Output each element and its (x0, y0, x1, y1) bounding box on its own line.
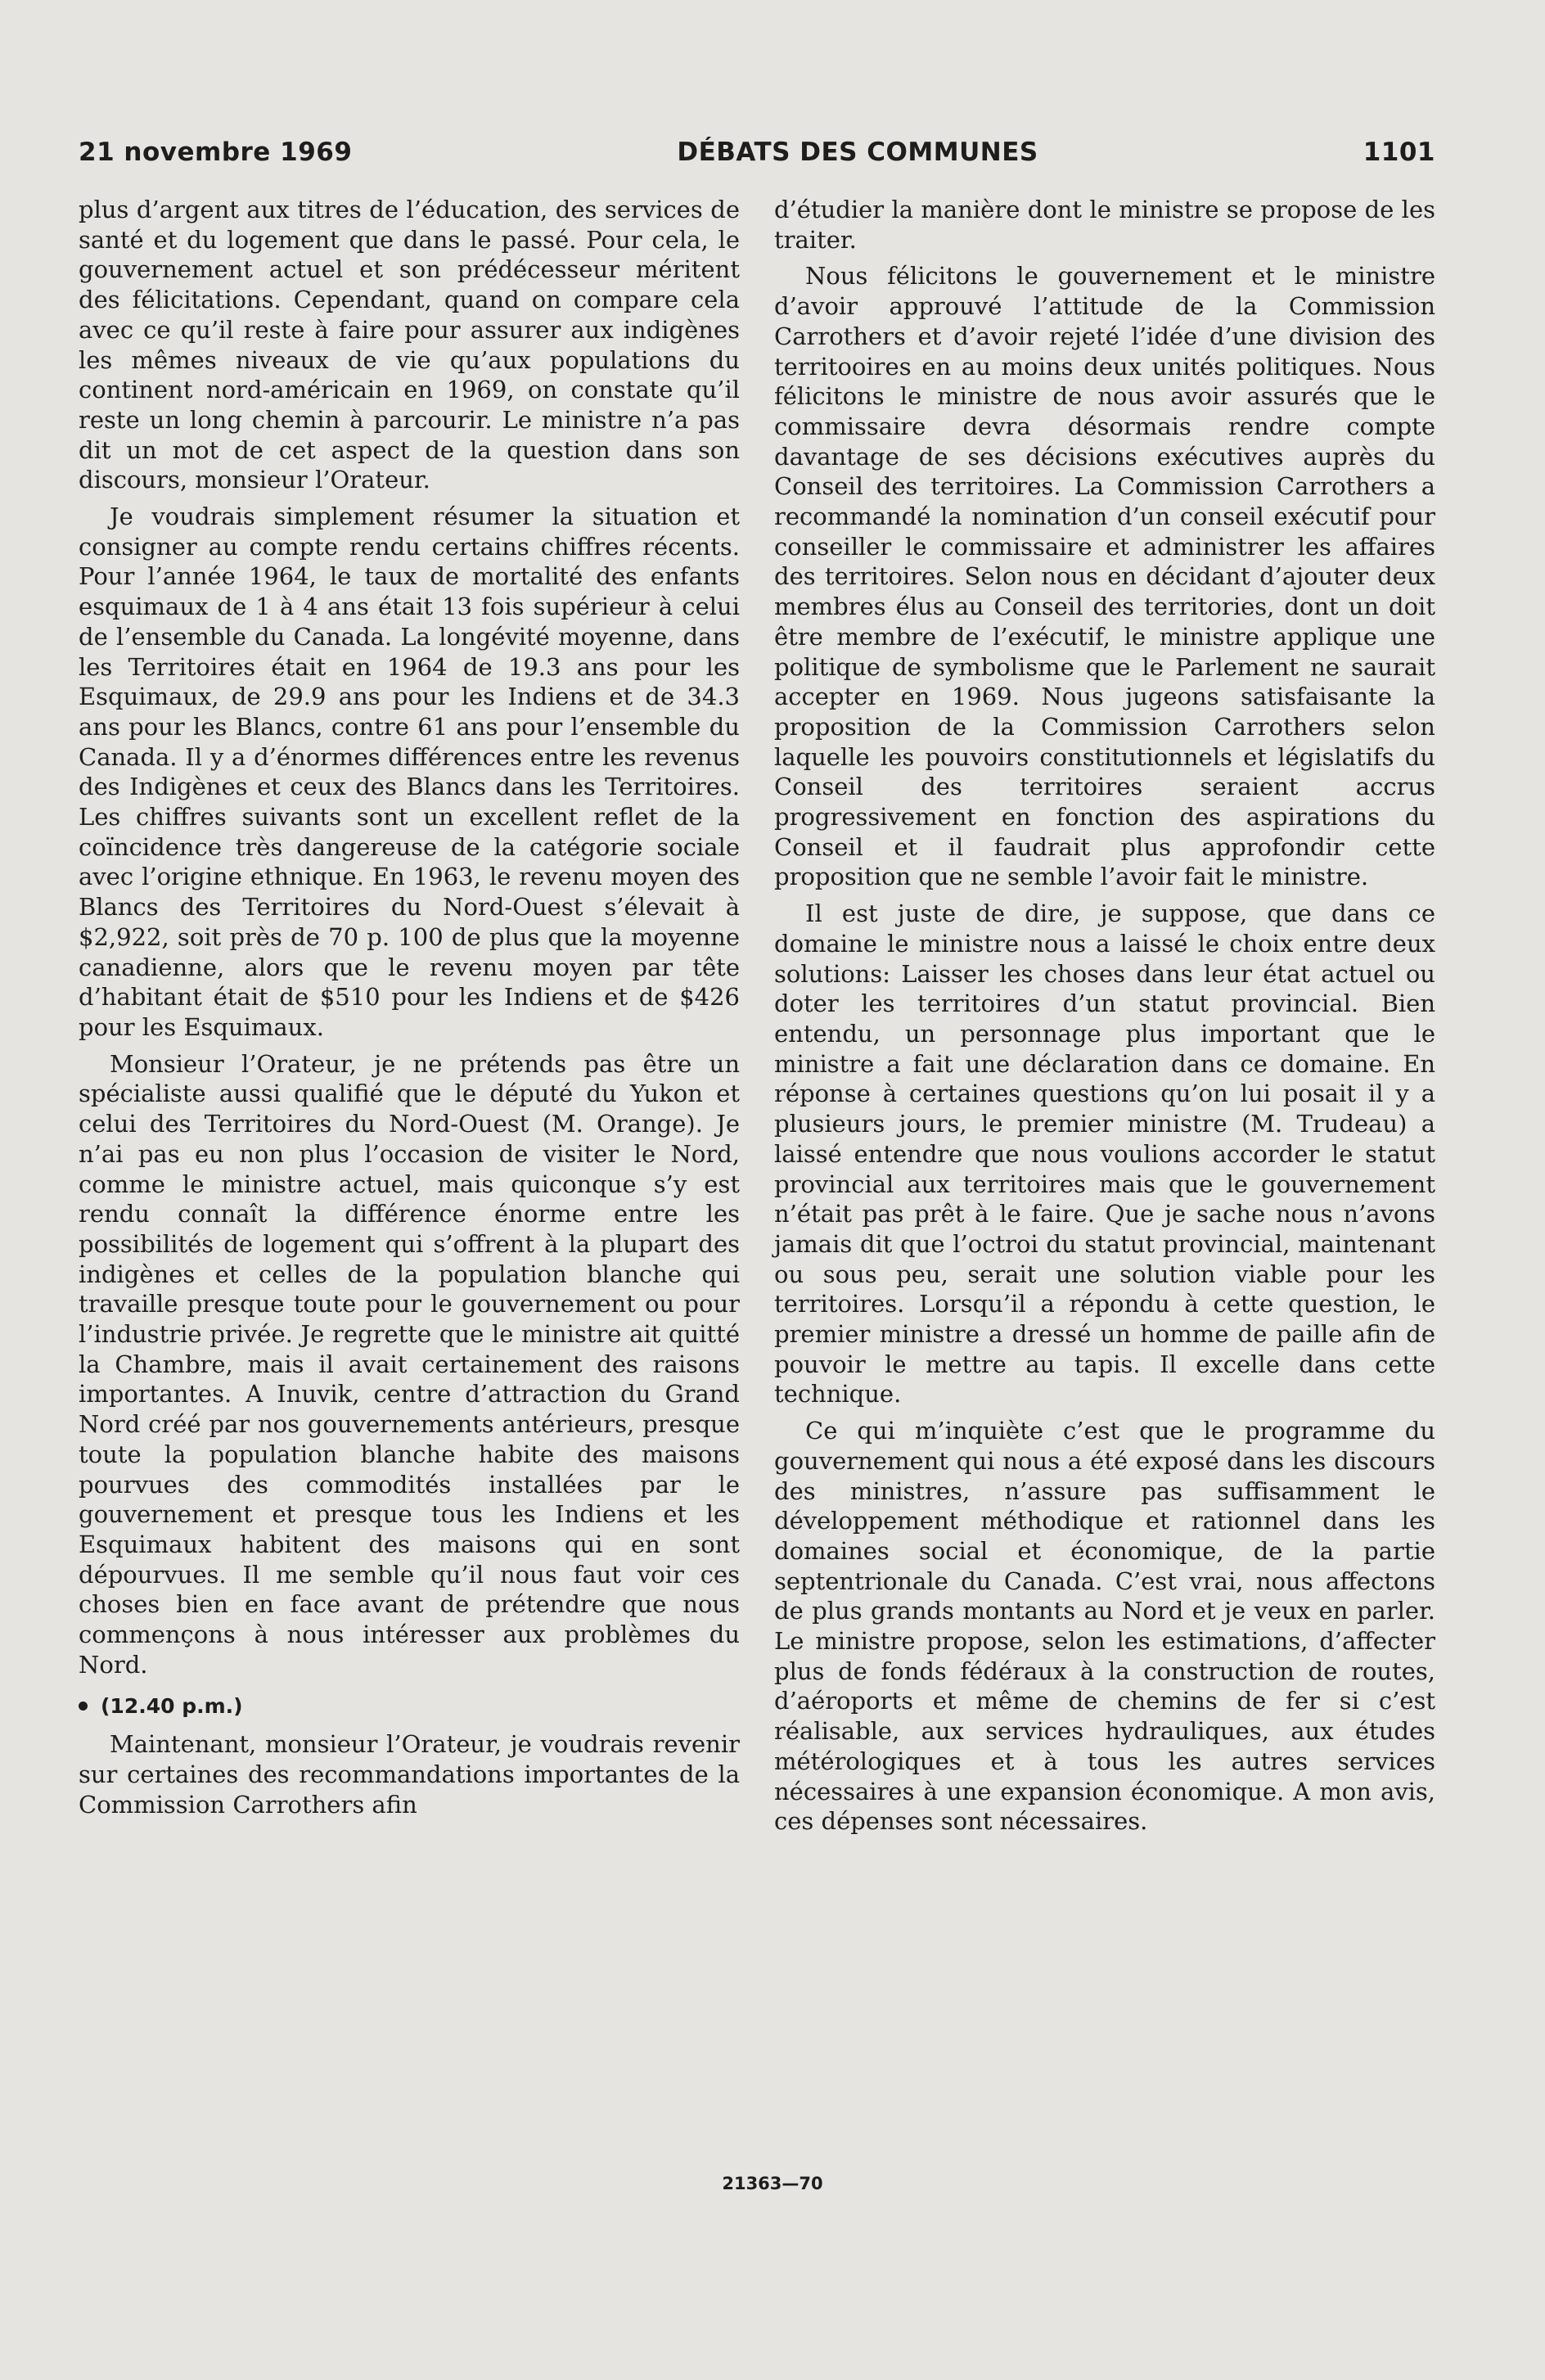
bullet-icon (79, 1702, 88, 1711)
footer-code: 21363—70 (722, 2174, 823, 2193)
time-stamp (79, 1694, 740, 1718)
paragraph: plus d’argent aux titres de l’éducation, des services de santé et du logement que dans le passé. Pour cela, le gouvernement actuel et son prédécesseur méritent des félicitations. Cependant, quand on compare cela avec ce qu’il reste à faire pour assurer aux indigènes les mêmes niveaux de vie qu’aux populations du continent nord-américain en 1969, on constate qu’il reste un long chemin à parcourir. Le ministre n’a pas dit un mot de cet aspect de la question dans son discours, monsieur l’Orateur. (79, 196, 740, 494)
text-columns (79, 195, 1435, 1837)
right-column (774, 195, 1435, 1837)
paragraph: Maintenant, monsieur l’Orateur, je voudrais revenir sur certaines des recommandations importantes de la Commission Carrothers afin (79, 1730, 740, 1819)
left-column (79, 195, 740, 1837)
paragraph: Je voudrais simplement résumer la situation et consigner au compte rendu certains chiffres récents. Pour l’année 1964, le taux de mortalité des enfants esquimaux de 1 à 4 ans était 13 fois supérieur à celui de l’ensemble du Canada. La longévité moyenne, dans les Territoires était en 1964 de 19.3 ans pour les Esquimaux, de 29.9 ans pour les Indiens et de 34.3 ans pour les Blancs, contre 61 ans pour l’ensemble du Canada. Il y a d’énormes différences entre les revenus des Indigènes et ceux des Blancs dans les Territoires. Les chiffres suivants sont un excellent reflet de la coïncidence très dangereuse de la catégorie sociale avec l’origine ethnique. En 1963, le revenu moyen des Blancs des Territoires du Nord-Ouest s’élevait à $2,922, soit près de 70 p. 100 de plus que la moyenne canadienne, alors que le revenu moyen par tête d’habitant était de $510 pour les Indiens et de $426 pour les Esquimaux. (79, 503, 740, 1041)
header-title: DÉBATS DES COMMUNES (677, 137, 1038, 167)
header-page-number: 1101 (1363, 137, 1435, 167)
paragraph: Ce qui m’inquiète c’est que le programme du gouvernement qui nous a été exposé dans les discours des ministres, n’assure pas suffisamment le développement méthodique et rationnel dans les domaines social et économique, de la partie septentrionale du Canada. C’est vrai, nous affectons de plus grands montants au Nord et je veux en parler. Le ministre propose, selon les estimations, d’affecter plus de fonds fédéraux à la construction de routes, d’aéroports et même de chemins de fer si c’est réalisable, aux services hydrauliques, aux études métérologiques et à tous les autres services nécessaires à une expansion économique. A mon avis, ces dépenses sont nécessaires. (774, 1417, 1435, 1836)
paragraph: Monsieur l’Orateur, je ne prétends pas être un spécialiste aussi qualifié que le député du Yukon et celui des Territoires du Nord-Ouest (M. Orange). Je n’ai pas eu non plus l’occasion de visiter le Nord, comme le ministre actuel, mais quiconque s’y est rendu connaît la différence énorme entre les possibilités de logement qui s’offrent à la plupart des indigènes et celles de la population blanche qui travaille presque toute pour le gouvernement ou pour l’industrie privée. Je regrette que le ministre ait quitté la Chambre, mais il avait certainement des raisons importantes. A Inuvik, centre d’attraction du Grand Nord créé par nos gouvernements antérieurs, presque toute la population blanche habite des maisons pourvues des commodités installées par le gouvernement et presque tous les Indiens et les Esquimaux habitent des maisons qui en sont dépourvues. Il me semble qu’il nous faut voir ces choses bien en face avant de prétendre que nous commençons à nous intéresser aux problèmes du Nord. (79, 1049, 740, 1679)
paragraph: Il est juste de dire, je suppose, que dans ce domaine le ministre nous a laissé le choix entre deux solutions: Laisser les choses dans leur état actuel ou doter les territoires d’un statut provincial. Bien entendu, un personnage plus important que le ministre a fait une déclaration dans ce domaine. En réponse à certaines questions qu’on lui posait il y a plusieurs jours, le premier ministre (M. Trudeau) a laissé entendre que nous voulions accorder le statut provincial aux territoires mais que le gouvernement n’était pas prêt à le faire. Que je sache nous n’avons jamais dit que l’octroi du statut provincial, maintenant ou sous peu, serait une solution viable pour les territoires. Lorsqu’il a répondu à cette question, le premier ministre a dressé un homme de paille afin de pouvoir le mettre au tapis. Il excelle dans cette technique. (774, 899, 1435, 1409)
paragraph: d’étudier la manière dont le ministre se propose de les traiter. (774, 196, 1435, 254)
header-date: 21 novembre 1969 (79, 137, 353, 167)
time-stamp-text: (12.40 p.m.) (101, 1694, 243, 1719)
paragraph: Nous félicitons le gouvernement et le ministre d’avoir approuvé l’attitude de la Commission Carrothers et d’avoir rejeté l’idée d’une division des territooires en au moins deux unités politiques. Nous félicitons le ministre de nous avoir assurés que le commissaire devra désormais rendre compte davantage de ses décisions exécutives auprès du Conseil des territoires. La Commission Carrothers a recommandé la nomination d’un conseil exécutif pour conseiller le commissaire et administrer les affaires des territoires. Selon nous en décidant d’ajouter deux membres élus au Conseil des territories, dont un doit être membre de l’exécutif, le ministre applique une politique de symbolisme que le Parlement ne saurait accepter en 1969. Nous jugeons satisfaisante la proposition de la Commission Carrothers selon laquelle les pouvoirs constitutionnels et législatifs du Conseil des territoires seraient accrus progressivement en fonction des aspirations du Conseil et il faudrait plus approfondir cette proposition que ne semble l’avoir fait le ministre. (774, 262, 1435, 891)
running-header (79, 137, 1435, 183)
